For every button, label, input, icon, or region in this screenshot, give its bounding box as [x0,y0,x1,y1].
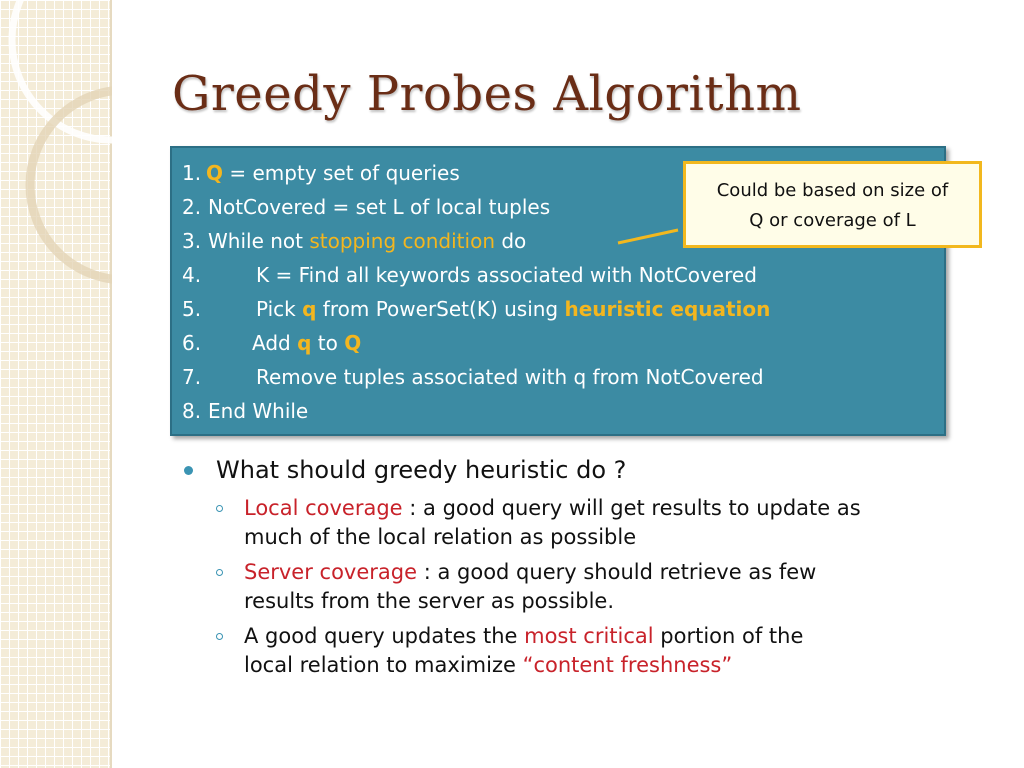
bullet-dot-icon [184,466,193,475]
algorithm-step-2 [182,192,551,222]
sub-bullet-highlight: “content freshness” [522,653,733,677]
step-keyword: Q [206,161,224,185]
sub-bullet-item [182,558,992,616]
sub-bullet-text: portion of the [653,624,804,648]
step-text: Remove tuples associated with q from NotCovered [256,365,764,389]
step-number: 7. [182,365,202,389]
step-number: 2. [182,195,202,219]
sub-bullet-ring-icon [216,569,223,576]
step-number: 5. [182,297,202,321]
algorithm-step-7 [182,362,764,392]
algorithm-step-1 [182,158,460,188]
step-keyword: q [302,297,317,321]
step-text: Pick [256,297,303,321]
slide-title: Greedy Probes Algorithm [172,66,802,122]
sub-bullet-ring-icon [216,633,223,640]
sub-bullet-text: local relation to maximize [244,653,523,677]
step-text: K = Find all keywords associated with NotCovered [256,263,757,287]
callout-line-1: Could be based on size of [716,180,949,201]
step-highlight: heuristic equation [564,297,771,321]
sub-bullet-text: : a good query should retrieve as few [417,560,817,584]
step-highlight: stopping condition [309,229,495,253]
sub-bullet-text: results from the server as possible. [244,589,615,613]
step-number: 4. [182,263,202,287]
algorithm-step-3 [182,226,527,256]
step-text: Add [252,331,298,355]
algorithm-step-8 [182,396,309,426]
step-text: While not [208,229,310,253]
step-text: NotCovered = set L of local tuples [208,195,551,219]
step-text: End While [208,399,309,423]
step-text: to [311,331,345,355]
callout-note [683,161,982,248]
sub-bullet-highlight: most critical [524,624,654,648]
sub-bullet-text: much of the local relation as possible [244,525,637,549]
bullet-text: What should greedy heuristic do ? [216,456,627,484]
sub-bullet-text: A good query updates the [244,624,525,648]
sub-bullet-ring-icon [216,505,223,512]
algorithm-step-5 [182,294,771,324]
step-number: 6. [182,331,202,355]
step-text: = empty set of queries [223,161,460,185]
bullet-item [182,452,992,488]
sub-bullet-item [182,622,992,680]
sub-bullet-item [182,494,992,552]
step-number: 3. [182,229,202,253]
callout-line-2: Q or coverage of L [749,210,916,231]
algorithm-step-6 [182,328,362,358]
step-text: do [495,229,527,253]
sub-bullet-highlight: Local coverage [244,496,403,520]
step-number: 1. [182,161,202,185]
step-number: 8. [182,399,202,423]
decorative-side-strip [0,0,112,768]
algorithm-step-4 [182,260,757,290]
step-keyword: q [297,331,312,355]
sub-bullet-highlight: Server coverage [244,560,418,584]
decorative-arcs [0,0,112,768]
sub-bullet-text: : a good query will get results to update as [402,496,861,520]
bullet-list [182,452,992,680]
step-keyword: Q [344,331,362,355]
step-text: from PowerSet(K) using [316,297,565,321]
